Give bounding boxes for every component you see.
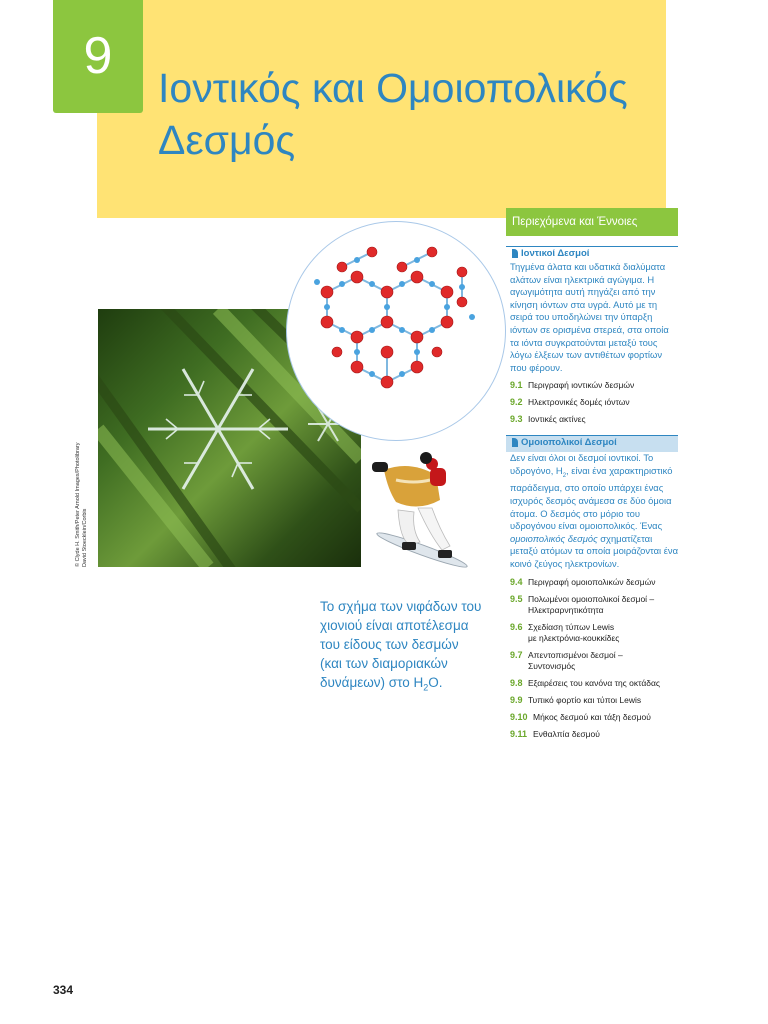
contents-panel [506,208,678,746]
covalent-text-b: , είναι ένα χαρακτηριστικό παράδειγμα, στο οποίο υπάρχει ένας ισχυρός δεσμός ανάμεσα σε δύο όμοια άτομα. Ο δεσμός στο μόριο του υδρογόνου είναι ομοιοπολικός. Ένας [510,464,673,532]
toc-title-line: Τυπικό φορτίο και τύποι Lewis [528,694,642,705]
ionic-bonds-heading [506,246,678,261]
covalent-subscript: 2 [562,472,567,479]
toc-number: 9.7 [510,649,523,660]
toc-title-line: Απεντοπισμένοι δεσμοί – [528,649,623,660]
page-number: 334 [53,983,74,997]
toc-number: 9.10 [510,711,528,722]
toc-item[interactable] [510,695,678,706]
chapter-title-line: Ιοντικός και Ομοιοπολικός [158,65,628,111]
toc-item[interactable] [510,414,678,425]
covalent-text-c: σχηματίζεται μεταξύ ατόμων τα οποία μοιράζονται ένα κοινό ζεύγος ηλεκτρονίων. [510,532,679,569]
photo-credit [75,377,89,567]
toc-item[interactable] [510,729,678,740]
photo-credit-line: © Clyde H. Smith/Peter Arnold Images/Photolibrary [75,442,81,567]
ionic-bonds-title: Ιοντικοί Δεσμοί [521,248,590,259]
covalent-term: ομοιοπολικός δεσμός [510,532,598,544]
ionic-bonds-text: Τηγμένα άλατα και υδατικά διαλύματα αλάτων είναι ηλεκτρικά αγώγιμα. Η αγωγιμότητα αυτή πηγάζει από την κίνηση ιόντων στα υγρά. Αυτό με τη σειρά του υποδηλώνει την ύπαρξη ιόντων σε ορισμένα στερεά, στα οποία τα ιόντα συγκρατούνται μεταξύ τους λόγω έλξεων των αντιθέτων φορτίων που φέρουν. [510,261,669,373]
toc-number: 9.5 [510,593,523,604]
toc-number: 9.8 [510,677,523,688]
toc-item[interactable] [510,678,678,689]
toc-title [528,678,678,689]
toc-item[interactable] [510,577,678,588]
toc-title-line: Πολωμένοι ομοιοπολικοί δεσμοί – [528,593,655,604]
chapter-title [158,62,658,166]
toc-number: 9.9 [510,694,523,705]
covalent-text-a: Δεν είναι όλοι οι δεσμοί ιοντικοί. Το υδρογόνο, H [510,452,654,476]
toc-title-line: Ηλεκτραρνητικότητα [528,604,604,615]
toc-title [528,594,678,616]
toc-item[interactable] [510,380,678,391]
toc-title-line: Συντονισμός [528,660,576,671]
covalent-bonds-title: Ομοιοπολικοί Δεσμοί [521,437,617,449]
toc-title-line: Εξαιρέσεις του κανόνα της οκτάδας [528,677,661,688]
photo-caption [320,597,490,698]
toc-number: 9.6 [510,621,523,632]
caption-last-prefix: δυνάμεων) στο H [320,675,424,690]
toc-title [528,622,678,644]
toc-item[interactable] [510,650,678,672]
section-tab-icon [512,438,518,447]
caption-line: του είδους των δεσμών [320,637,459,652]
caption-line [320,673,490,698]
caption-line: Το σχήμα των νιφάδων του [320,599,482,614]
chapter-title-line: Δεσμός [158,117,296,163]
photo-credit-line: David Stoecklein/Corbis [82,508,88,567]
snowboarder-image [370,450,490,585]
covalent-bonds-text [506,452,678,570]
caption-line: (και των διαμοριακών [320,656,448,671]
toc-number: 9.4 [510,576,523,587]
toc-title [528,577,678,588]
toc-item[interactable] [510,622,678,644]
toc-title [533,712,678,723]
covalent-toc [506,577,678,740]
toc-title-line: Μήκος δεσμού και τάξη δεσμού [533,711,651,722]
toc-title-line: Ενθαλπία δεσμού [533,728,600,739]
toc-title: Ιοντικές ακτίνες [528,414,586,425]
toc-number: 9.2 [510,397,523,408]
toc-title-line: Σχεδίαση τύπων Lewis [528,621,615,632]
covalent-bonds-heading [506,435,678,452]
toc-title-line: με ηλεκτρόνια-κουκκίδες [528,632,620,643]
toc-number: 9.3 [510,414,523,425]
toc-number: 9.1 [510,380,523,391]
toc-title: Ηλεκτρονικές δομές ιόντων [528,397,630,408]
toc-title-line: Περιγραφή ομοιοπολικών δεσμών [528,576,656,587]
toc-title [528,695,678,706]
toc-item[interactable] [510,712,678,723]
toc-number: 9.11 [510,728,528,739]
section-tab-icon [512,249,518,258]
caption-line: χιονιού είναι αποτέλεσμα [320,618,469,633]
caption-subscript: 2 [423,682,429,693]
ionic-toc [506,380,678,425]
chapter-number: 9 [83,27,113,85]
toc-item[interactable] [510,594,678,616]
contents-header: Περιεχόμενα και Έννοιες [506,208,678,236]
toc-title [528,650,678,672]
toc-title: Περιγραφή ιοντικών δεσμών [528,380,635,391]
chapter-badge [53,0,143,113]
ice-lattice-illustration [286,221,506,441]
caption-last-suffix: O. [428,675,443,690]
toc-item[interactable] [510,397,678,408]
toc-title [533,729,678,740]
